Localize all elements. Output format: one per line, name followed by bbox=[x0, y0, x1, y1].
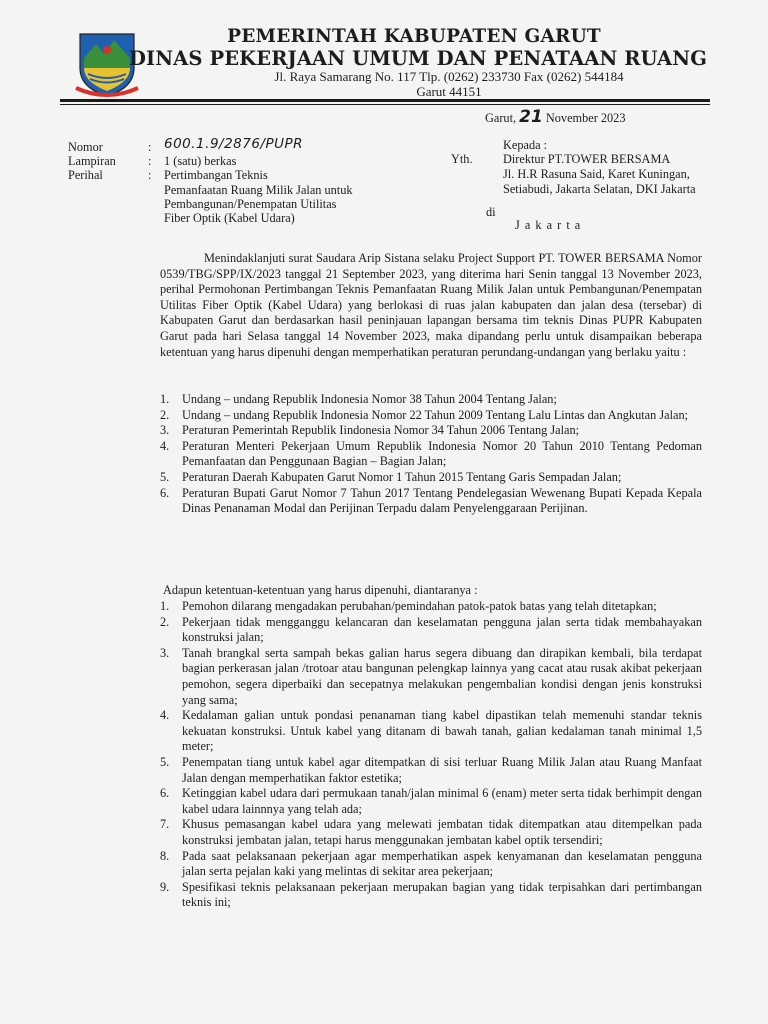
list-item: 4. Peraturan Menteri Pekerjaan Umum Republik Indonesia Nomor 20 Tahun 2010 Tentang Pedoman Pemanfaatan dan Penggunaan Bagian – Bagian Jalan; bbox=[160, 438, 702, 469]
perihal-label: Perihal bbox=[68, 168, 103, 182]
lampiran-value: 1 (satu) berkas bbox=[164, 154, 237, 168]
list-item: 5. Penempatan tiang untuk kabel agar ditempatkan di sisi terluar Ruang Milik Jalan atau Ruang Manfaat Jalan dengan memperhatikan faktor estetika; bbox=[160, 754, 702, 785]
requirement-text: Kedalaman galian untuk pondasi penanaman tiang kabel dipastikan telah memenuhi standar teknis kekuatan konstruksi. Untuk kabel yang ditanam di bawah tanah, galian kedalaman tanah minimal 1,5 meter; bbox=[182, 708, 702, 754]
perihal-line: Pembangunan/Penempatan Utilitas bbox=[164, 197, 337, 211]
letterhead-rule-thin bbox=[60, 104, 710, 105]
nomor-label: Nomor bbox=[68, 140, 103, 154]
list-item: 8. Pada saat pelaksanaan pekerjaan agar memperhatikan aspek kenyamanan dan keselamatan pengguna jalan serta pejalan kaki yang melintas di sekitar area pekerjaan; bbox=[160, 848, 702, 879]
requirement-text: Spesifikasi teknis pelaksanaan pekerjaan merupakan bagian yang tidak terpisahkan dari pertimbangan teknis ini; bbox=[182, 879, 702, 910]
letterhead-city: Garut 44151 bbox=[416, 84, 482, 99]
list-item: 6. Peraturan Bupati Garut Nomor 7 Tahun 2017 Tentang Pendelegasian Wewenang Bupati Kepada Kepala Dinas Penanaman Modal dan Perijinan Terpadu dalam Penyelenggaraan Perijinan. bbox=[160, 485, 702, 516]
list-item: 4. Kedalaman galian untuk pondasi penanaman tiang kabel dipastikan telah memenuhi standar teknis kekuatan konstruksi. Untuk kabel yang ditanam di bawah tanah, galian kedalaman tanah minimal 1,5 meter; bbox=[160, 708, 702, 754]
list-item: 9. Spesifikasi teknis pelaksanaan pekerjaan merupakan bagian yang tidak terpisahkan dari pertimbangan teknis ini; bbox=[160, 879, 702, 910]
recipient-line: Jl. H.R Rasuna Said, Karet Kuningan, bbox=[503, 167, 690, 181]
date-month-year: November 2023 bbox=[542, 111, 626, 125]
letter-date bbox=[485, 107, 626, 127]
regulation-text: Peraturan Daerah Kabupaten Garut Nomor 1 Tahun 2015 Tentang Garis Sempadan Jalan; bbox=[182, 469, 622, 484]
letterhead-agency: DINAS PEKERJAAN UMUM DAN PENATAAN RUANG bbox=[129, 47, 707, 70]
requirement-text: Tanah brangkal serta sampah bekas galian harus segera dibuang dan dirapikan kembali, bila terdapat bagian perkerasan jalan /trotoar atau bangunan pelengkap lainnya yang cacat atau rusak akibat pekerjaan pemohon, segera diperbaiki dan secepatnya melakukan pengembalian kondisi dengan jenis konstruksi yang sama; bbox=[182, 645, 702, 707]
list-item: 1. Pemohon dilarang mengadakan perubahan/pemindahan patok-patok batas yang telah ditetapkan; bbox=[160, 599, 657, 613]
di-label: di bbox=[486, 205, 496, 219]
kepada-label: Kepada : bbox=[503, 138, 548, 152]
letterhead-address: Jl. Raya Samarang No. 117 Tlp. (0262) 233730 Fax (0262) 544184 bbox=[274, 69, 624, 84]
list-item: 2. Undang – undang Republik Indonesia Nomor 22 Tahun 2009 Tentang Lalu Lintas dan Angkutan Jalan; bbox=[160, 407, 689, 422]
list-item: 2. Pekerjaan tidak mengganggu kelancaran dan keselamatan pengguna jalan serta tidak membahayakan konstruksi jalan; bbox=[160, 614, 702, 645]
date-prefix: Garut, bbox=[485, 111, 520, 125]
list-item: 7. Khusus pemasangan kabel udara yang melewati jembatan tidak ditempatkan atau ditempelkan pada konstruksi jembatan jalan, tetapi harus menggunakan jembatan kabel optik tersendiri; bbox=[160, 817, 702, 847]
nomor-value-handwritten: 600.1.9/2876/PUPR bbox=[164, 136, 304, 152]
regulations-list bbox=[160, 392, 702, 517]
recipient-line: Setiabudi, Jakarta Selatan, DKI Jakarta bbox=[503, 182, 696, 196]
letterhead-government: PEMERINTAH KABUPATEN GARUT bbox=[227, 26, 601, 47]
requirement-text: Pemohon dilarang mengadakan perubahan/pemindahan patok-patok batas yang telah ditetapkan; bbox=[182, 599, 657, 613]
regulation-text: Peraturan Pemerintah Republik Iindonesia Nomor 34 Tahun 2006 Tentang Jalan; bbox=[182, 423, 580, 438]
perihal-line: Pemanfaatan Ruang Milik Jalan untuk bbox=[164, 183, 353, 197]
perihal-colon: : bbox=[148, 168, 152, 182]
regulation-text: Peraturan Menteri Pekerjaan Umum Republik Indonesia Nomor 20 Tahun 2010 Tentang Pedoman Pemanfaatan dan Penggunaan Bagian – Bagian Jalan; bbox=[182, 438, 702, 469]
regulation-text: Undang – undang Republik Indonesia Nomor 38 Tahun 2004 Tentang Jalan; bbox=[182, 392, 557, 406]
requirements-intro: Adapun ketentuan-ketentuan yang harus dipenuhi, diantaranya : bbox=[163, 583, 478, 597]
opening-paragraph: Menindaklanjuti surat Saudara Arip Sistana selaku Project Support PT. TOWER BERSAMA Nomor 0539/TBG/SPP/IX/2023 tanggal 21 September 2023, yang diterima hari Senin tanggal 13 November 2023, perihal Permohonan Pertimbangan Teknis Pemanfaatan Ruang Milik Jalan untuk Pembangunan/Penempatan Utilitas Fiber Optik (Kabel Udara) yang berlokasi di ruas jalan kabupaten dan jalan desa (tersebar) di Kabupaten Garut dan berdasarkan hasil peninjauan lapangan bersama tim teknis Dinas PUPR Kabupaten Garut pada hari Selasa tanggal 14 November 2023, maka dipandang perlu untuk disampaikan beberapa ketentuan yang harus dipenuhi dengan memperhatikan peraturan perundang-undangan yang berlaku yaitu : bbox=[160, 251, 702, 359]
requirement-text: Khusus pemasangan kabel udara yang melewati jembatan tidak ditempatkan atau ditempelkan pada konstruksi jembatan jalan, tetapi harus menggunakan jembatan kabel optik tersendiri; bbox=[182, 817, 702, 847]
list-item: 1. Undang – undang Republik Indonesia Nomor 38 Tahun 2004 Tentang Jalan; bbox=[160, 392, 557, 406]
list-item: 3. Peraturan Pemerintah Republik Iindonesia Nomor 34 Tahun 2006 Tentang Jalan; bbox=[160, 423, 580, 438]
regulation-text: Undang – undang Republik Indonesia Nomor 22 Tahun 2009 Tentang Lalu Lintas dan Angkutan Jalan; bbox=[182, 407, 689, 422]
lampiran-colon: : bbox=[148, 154, 152, 168]
requirement-text: Penempatan tiang untuk kabel agar ditempatkan di sisi terluar Ruang Milik Jalan atau Ruang Manfaat Jalan dengan memperhatikan faktor estetika; bbox=[182, 754, 702, 785]
list-item: 5. Peraturan Daerah Kabupaten Garut Nomor 1 Tahun 2015 Tentang Garis Sempadan Jalan; bbox=[160, 469, 622, 484]
nomor-colon: : bbox=[148, 140, 152, 154]
requirement-text: Ketinggian kabel udara dari permukaan tanah/jalan minimal 6 (enam) meter serta tidak berhimpit dengan kabel udara lainnnya yang telah ada; bbox=[182, 786, 702, 816]
date-day-handwritten: 21 bbox=[519, 107, 543, 127]
yth-label: Yth. bbox=[451, 152, 473, 166]
requirement-text: Pekerjaan tidak mengganggu kelancaran dan keselamatan pengguna jalan serta tidak membahayakan konstruksi jalan; bbox=[182, 614, 702, 645]
recipient-line: Direktur PT.TOWER BERSAMA bbox=[503, 152, 671, 166]
requirement-text: Pada saat pelaksanaan pekerjaan agar memperhatikan aspek kenyamanan dan keselamatan pengguna jalan serta pejalan kaki yang melintas di sekitar area pekerjaan; bbox=[182, 848, 702, 879]
recipient-place: J a k a r t a bbox=[515, 218, 582, 232]
perihal-line: Fiber Optik (Kabel Udara) bbox=[164, 211, 295, 225]
requirements-list bbox=[160, 599, 702, 911]
lampiran-label: Lampiran bbox=[68, 154, 116, 168]
regulation-text: Peraturan Bupati Garut Nomor 7 Tahun 2017 Tentang Pendelegasian Wewenang Bupati Kepada Kepala Dinas Penanaman Modal dan Perijinan Terpadu dalam Penyelenggaraan Perijinan. bbox=[182, 485, 702, 516]
letterhead-rule-thick bbox=[60, 99, 710, 102]
list-item: 6. Ketinggian kabel udara dari permukaan tanah/jalan minimal 6 (enam) meter serta tidak berhimpit dengan kabel udara lainnnya yang telah ada; bbox=[160, 786, 702, 816]
list-item: 3. Tanah brangkal serta sampah bekas galian harus segera dibuang dan dirapikan kembali, bila terdapat bagian perkerasan jalan /trotoar atau bangunan pelengkap lainnya yang cacat atau rusak akibat pekerjaan pemohon, segera diperbaiki dan secepatnya melakukan pengembalian kondisi dengan jenis konstruksi yang sama; bbox=[160, 645, 702, 707]
perihal-line: Pertimbangan Teknis bbox=[164, 168, 268, 182]
